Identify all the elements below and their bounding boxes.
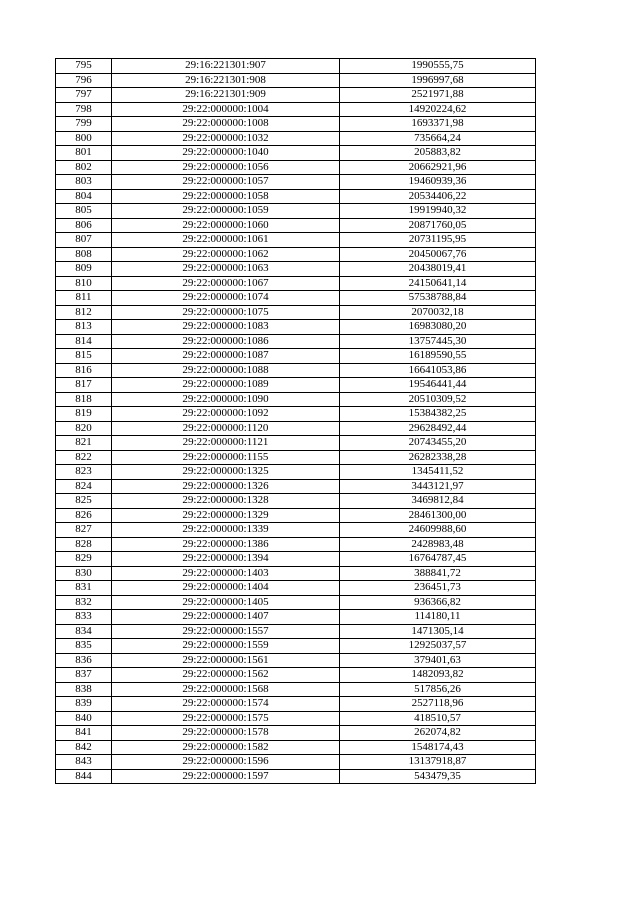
cadastral-value-cell: 19460939,36 <box>340 175 536 190</box>
row-number-cell: 808 <box>56 247 112 262</box>
row-number-cell: 798 <box>56 102 112 117</box>
cadastral-number-cell: 29:22:000000:1407 <box>112 610 340 625</box>
row-number-cell: 832 <box>56 595 112 610</box>
cadastral-value-cell: 1471305,14 <box>340 624 536 639</box>
table-row <box>56 189 536 204</box>
table-body <box>56 59 536 784</box>
cadastral-value-cell: 20534406,22 <box>340 189 536 204</box>
cadastral-number-cell: 29:22:000000:1557 <box>112 624 340 639</box>
row-number-cell: 797 <box>56 88 112 103</box>
cadastral-value-cell: 3443121,97 <box>340 479 536 494</box>
cadastral-number-cell: 29:22:000000:1088 <box>112 363 340 378</box>
cadastral-value-cell: 20450067,76 <box>340 247 536 262</box>
row-number-cell: 825 <box>56 494 112 509</box>
cadastral-number-cell: 29:22:000000:1061 <box>112 233 340 248</box>
table-row <box>56 537 536 552</box>
cadastral-number-cell: 29:22:000000:1328 <box>112 494 340 509</box>
row-number-cell: 831 <box>56 581 112 596</box>
cadastral-number-cell: 29:22:000000:1559 <box>112 639 340 654</box>
row-number-cell: 834 <box>56 624 112 639</box>
row-number-cell: 807 <box>56 233 112 248</box>
table-row <box>56 262 536 277</box>
cadastral-value-cell: 20743455,20 <box>340 436 536 451</box>
cadastral-value-cell: 1345411,52 <box>340 465 536 480</box>
cadastral-value-cell: 1990555,75 <box>340 59 536 74</box>
table-row <box>56 218 536 233</box>
cadastral-value-cell: 14920224,62 <box>340 102 536 117</box>
row-number-cell: 819 <box>56 407 112 422</box>
row-number-cell: 842 <box>56 740 112 755</box>
row-number-cell: 837 <box>56 668 112 683</box>
table-row <box>56 610 536 625</box>
row-number-cell: 803 <box>56 175 112 190</box>
cadastral-number-cell: 29:22:000000:1582 <box>112 740 340 755</box>
row-number-cell: 844 <box>56 769 112 784</box>
table-row <box>56 450 536 465</box>
table-row <box>56 88 536 103</box>
cadastral-value-cell: 936366,82 <box>340 595 536 610</box>
cadastral-value-cell: 13757445,30 <box>340 334 536 349</box>
cadastral-number-cell: 29:22:000000:1578 <box>112 726 340 741</box>
cadastral-number-cell: 29:22:000000:1561 <box>112 653 340 668</box>
table-row <box>56 349 536 364</box>
cadastral-number-cell: 29:22:000000:1597 <box>112 769 340 784</box>
cadastral-number-cell: 29:22:000000:1040 <box>112 146 340 161</box>
cadastral-value-cell: 20438019,41 <box>340 262 536 277</box>
cadastral-value-cell: 16983080,20 <box>340 320 536 335</box>
cadastral-value-cell: 1693371,98 <box>340 117 536 132</box>
cadastral-value-cell: 13137918,87 <box>340 755 536 770</box>
row-number-cell: 804 <box>56 189 112 204</box>
cadastral-number-cell: 29:22:000000:1155 <box>112 450 340 465</box>
cadastral-value-cell: 735664,24 <box>340 131 536 146</box>
row-number-cell: 840 <box>56 711 112 726</box>
cadastral-value-cell: 16641053,86 <box>340 363 536 378</box>
table-row <box>56 247 536 262</box>
cadastral-value-cell: 2521971,88 <box>340 88 536 103</box>
table-row <box>56 552 536 567</box>
row-number-cell: 813 <box>56 320 112 335</box>
table-row <box>56 769 536 784</box>
table-row <box>56 436 536 451</box>
cadastral-number-cell: 29:16:221301:907 <box>112 59 340 74</box>
cadastral-number-cell: 29:16:221301:909 <box>112 88 340 103</box>
row-number-cell: 795 <box>56 59 112 74</box>
table-row <box>56 523 536 538</box>
table-row <box>56 320 536 335</box>
table-row <box>56 160 536 175</box>
table-row <box>56 421 536 436</box>
cadastral-number-cell: 29:22:000000:1092 <box>112 407 340 422</box>
cadastral-number-cell: 29:22:000000:1403 <box>112 566 340 581</box>
table-row <box>56 175 536 190</box>
row-number-cell: 823 <box>56 465 112 480</box>
row-number-cell: 810 <box>56 276 112 291</box>
cadastral-number-cell: 29:22:000000:1575 <box>112 711 340 726</box>
cadastral-number-cell: 29:22:000000:1329 <box>112 508 340 523</box>
cadastral-number-cell: 29:22:000000:1574 <box>112 697 340 712</box>
cadastral-value-cell: 543479,35 <box>340 769 536 784</box>
row-number-cell: 839 <box>56 697 112 712</box>
row-number-cell: 817 <box>56 378 112 393</box>
cadastral-number-cell: 29:22:000000:1596 <box>112 755 340 770</box>
row-number-cell: 805 <box>56 204 112 219</box>
cadastral-value-table <box>55 58 536 784</box>
cadastral-value-cell: 379401,63 <box>340 653 536 668</box>
table-row <box>56 740 536 755</box>
table-row <box>56 755 536 770</box>
cadastral-number-cell: 29:22:000000:1394 <box>112 552 340 567</box>
row-number-cell: 838 <box>56 682 112 697</box>
cadastral-value-cell: 16189590,55 <box>340 349 536 364</box>
cadastral-value-cell: 19919940,32 <box>340 204 536 219</box>
row-number-cell: 826 <box>56 508 112 523</box>
cadastral-number-cell: 29:22:000000:1086 <box>112 334 340 349</box>
table-row <box>56 233 536 248</box>
cadastral-number-cell: 29:22:000000:1325 <box>112 465 340 480</box>
row-number-cell: 802 <box>56 160 112 175</box>
cadastral-value-cell: 1482093,82 <box>340 668 536 683</box>
table-row <box>56 624 536 639</box>
cadastral-number-cell: 29:22:000000:1405 <box>112 595 340 610</box>
cadastral-value-cell: 24150641,14 <box>340 276 536 291</box>
cadastral-number-cell: 29:22:000000:1063 <box>112 262 340 277</box>
cadastral-number-cell: 29:22:000000:1562 <box>112 668 340 683</box>
row-number-cell: 841 <box>56 726 112 741</box>
table-row <box>56 465 536 480</box>
row-number-cell: 806 <box>56 218 112 233</box>
row-number-cell: 814 <box>56 334 112 349</box>
cadastral-value-cell: 262074,82 <box>340 726 536 741</box>
cadastral-number-cell: 29:22:000000:1087 <box>112 349 340 364</box>
cadastral-value-cell: 418510,57 <box>340 711 536 726</box>
cadastral-number-cell: 29:16:221301:908 <box>112 73 340 88</box>
cadastral-number-cell: 29:22:000000:1058 <box>112 189 340 204</box>
row-number-cell: 821 <box>56 436 112 451</box>
cadastral-value-cell: 19546441,44 <box>340 378 536 393</box>
row-number-cell: 816 <box>56 363 112 378</box>
cadastral-number-cell: 29:22:000000:1056 <box>112 160 340 175</box>
row-number-cell: 829 <box>56 552 112 567</box>
cadastral-value-cell: 3469812,84 <box>340 494 536 509</box>
cadastral-value-cell: 16764787,45 <box>340 552 536 567</box>
cadastral-value-cell: 20731195,95 <box>340 233 536 248</box>
table-row <box>56 378 536 393</box>
cadastral-value-cell: 15384382,25 <box>340 407 536 422</box>
row-number-cell: 815 <box>56 349 112 364</box>
cadastral-value-cell: 2070032,18 <box>340 305 536 320</box>
table-row <box>56 276 536 291</box>
table-row <box>56 146 536 161</box>
cadastral-value-cell: 28461300,00 <box>340 508 536 523</box>
row-number-cell: 827 <box>56 523 112 538</box>
table-row <box>56 131 536 146</box>
cadastral-number-cell: 29:22:000000:1568 <box>112 682 340 697</box>
cadastral-number-cell: 29:22:000000:1067 <box>112 276 340 291</box>
cadastral-value-cell: 26282338,28 <box>340 450 536 465</box>
row-number-cell: 820 <box>56 421 112 436</box>
table-row <box>56 73 536 88</box>
cadastral-value-cell: 20510309,52 <box>340 392 536 407</box>
row-number-cell: 824 <box>56 479 112 494</box>
cadastral-value-cell: 517856,26 <box>340 682 536 697</box>
table-row <box>56 59 536 74</box>
table-row <box>56 682 536 697</box>
cadastral-value-cell: 205883,82 <box>340 146 536 161</box>
table-row <box>56 407 536 422</box>
cadastral-number-cell: 29:22:000000:1386 <box>112 537 340 552</box>
row-number-cell: 818 <box>56 392 112 407</box>
table-row <box>56 363 536 378</box>
row-number-cell: 822 <box>56 450 112 465</box>
row-number-cell: 835 <box>56 639 112 654</box>
cadastral-value-cell: 114180,11 <box>340 610 536 625</box>
row-number-cell: 809 <box>56 262 112 277</box>
table-row <box>56 117 536 132</box>
row-number-cell: 830 <box>56 566 112 581</box>
table-row <box>56 305 536 320</box>
cadastral-number-cell: 29:22:000000:1121 <box>112 436 340 451</box>
row-number-cell: 828 <box>56 537 112 552</box>
row-number-cell: 812 <box>56 305 112 320</box>
cadastral-number-cell: 29:22:000000:1326 <box>112 479 340 494</box>
cadastral-value-cell: 20662921,96 <box>340 160 536 175</box>
row-number-cell: 811 <box>56 291 112 306</box>
cadastral-number-cell: 29:22:000000:1404 <box>112 581 340 596</box>
table-row <box>56 334 536 349</box>
cadastral-number-cell: 29:22:000000:1004 <box>112 102 340 117</box>
cadastral-value-cell: 1548174,43 <box>340 740 536 755</box>
cadastral-value-cell: 2428983,48 <box>340 537 536 552</box>
table-row <box>56 291 536 306</box>
table-row <box>56 595 536 610</box>
table-row <box>56 204 536 219</box>
table-row <box>56 639 536 654</box>
table-row <box>56 392 536 407</box>
cadastral-number-cell: 29:22:000000:1060 <box>112 218 340 233</box>
row-number-cell: 796 <box>56 73 112 88</box>
row-number-cell: 801 <box>56 146 112 161</box>
row-number-cell: 799 <box>56 117 112 132</box>
row-number-cell: 800 <box>56 131 112 146</box>
cadastral-value-cell: 20871760,05 <box>340 218 536 233</box>
row-number-cell: 843 <box>56 755 112 770</box>
cadastral-value-cell: 12925037,57 <box>340 639 536 654</box>
table-row <box>56 508 536 523</box>
cadastral-number-cell: 29:22:000000:1089 <box>112 378 340 393</box>
table-row <box>56 494 536 509</box>
cadastral-number-cell: 29:22:000000:1059 <box>112 204 340 219</box>
cadastral-number-cell: 29:22:000000:1339 <box>112 523 340 538</box>
cadastral-value-cell: 29628492,44 <box>340 421 536 436</box>
cadastral-number-cell: 29:22:000000:1062 <box>112 247 340 262</box>
row-number-cell: 833 <box>56 610 112 625</box>
table-row <box>56 726 536 741</box>
table-row <box>56 668 536 683</box>
table-row <box>56 479 536 494</box>
cadastral-number-cell: 29:22:000000:1083 <box>112 320 340 335</box>
table-row <box>56 566 536 581</box>
table-row <box>56 711 536 726</box>
cadastral-number-cell: 29:22:000000:1120 <box>112 421 340 436</box>
table-row <box>56 581 536 596</box>
cadastral-number-cell: 29:22:000000:1075 <box>112 305 340 320</box>
cadastral-number-cell: 29:22:000000:1074 <box>112 291 340 306</box>
table-row <box>56 102 536 117</box>
cadastral-value-cell: 1996997,68 <box>340 73 536 88</box>
cadastral-number-cell: 29:22:000000:1032 <box>112 131 340 146</box>
cadastral-number-cell: 29:22:000000:1008 <box>112 117 340 132</box>
table-row <box>56 653 536 668</box>
cadastral-number-cell: 29:22:000000:1090 <box>112 392 340 407</box>
cadastral-value-cell: 24609988,60 <box>340 523 536 538</box>
cadastral-value-cell: 2527118,96 <box>340 697 536 712</box>
cadastral-value-cell: 57538788,84 <box>340 291 536 306</box>
cadastral-value-cell: 236451,73 <box>340 581 536 596</box>
table-row <box>56 697 536 712</box>
cadastral-value-cell: 388841,72 <box>340 566 536 581</box>
row-number-cell: 836 <box>56 653 112 668</box>
cadastral-number-cell: 29:22:000000:1057 <box>112 175 340 190</box>
